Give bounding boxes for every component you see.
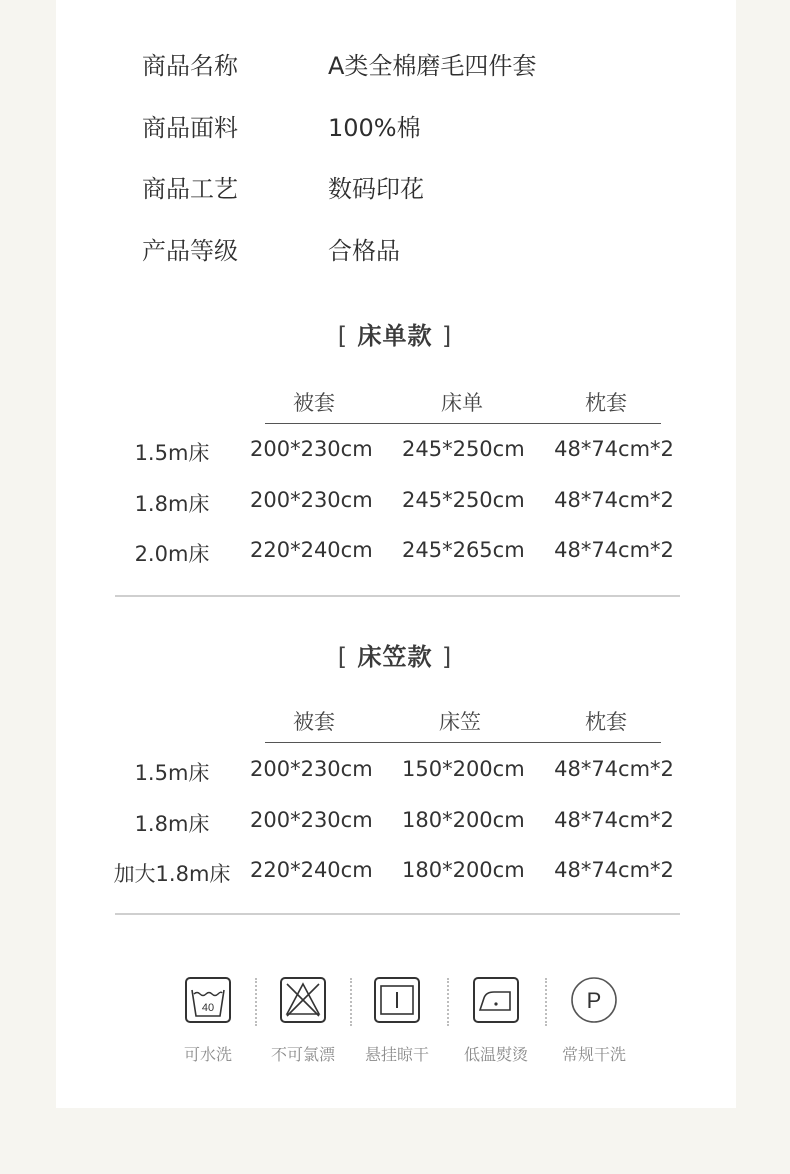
row-label: 加大1.8m床 [113, 862, 231, 886]
spec-key: 商品名称 [142, 52, 238, 80]
table-cell: 245*250cm [402, 488, 525, 512]
row-label: 1.5m床 [134, 441, 210, 465]
column-header: 枕套 [585, 391, 627, 415]
wash-40-icon [184, 976, 232, 1024]
fitted-section-title [0, 637, 790, 672]
table-cell: 200*230cm [250, 488, 373, 512]
care-label: 可水洗 [183, 1045, 232, 1064]
column-header: 被套 [293, 391, 335, 415]
table-cell: 48*74cm*2 [554, 808, 674, 832]
care-label: 低温熨烫 [463, 1045, 528, 1064]
wash-temp: 40 [201, 1002, 215, 1014]
care-item-low-iron [456, 976, 536, 1065]
spec-value: 合格品 [328, 237, 400, 265]
no-bleach-icon [279, 976, 327, 1024]
sheet-section-title [0, 316, 790, 351]
table-cell: 48*74cm*2 [554, 538, 674, 562]
care-label: 悬挂晾干 [364, 1045, 429, 1064]
dry-clean-p-icon [570, 976, 618, 1024]
column-header: 床笠 [439, 710, 481, 734]
care-item-wash [168, 976, 248, 1065]
bracket-close: ] [441, 643, 453, 671]
header-underline [265, 423, 661, 424]
spec-value: 100%棉 [328, 114, 421, 142]
section-divider [115, 913, 680, 915]
care-separator [447, 978, 449, 1026]
sheet-title-text: 床单款 [357, 322, 433, 350]
table-cell: 180*200cm [402, 858, 525, 882]
bracket-close: ] [441, 322, 453, 350]
bracket-open: [ [337, 322, 349, 350]
care-separator [350, 978, 352, 1026]
table-cell: 200*230cm [250, 808, 373, 832]
section-divider [115, 595, 680, 597]
care-item-dry-clean [554, 976, 634, 1065]
bracket-open: [ [337, 643, 349, 671]
table-cell: 245*265cm [402, 538, 525, 562]
table-cell: 48*74cm*2 [554, 858, 674, 882]
dry-clean-letter: P [586, 988, 602, 1013]
hang-dry-icon [373, 976, 421, 1024]
care-item-hang-dry [357, 976, 437, 1065]
care-separator [545, 978, 547, 1026]
table-cell: 150*200cm [402, 757, 525, 781]
table-cell: 220*240cm [250, 858, 373, 882]
row-label: 1.8m床 [134, 812, 210, 836]
row-label: 1.5m床 [134, 761, 210, 785]
table-cell: 48*74cm*2 [554, 757, 674, 781]
table-cell: 245*250cm [402, 437, 525, 461]
spec-value: A类全棉磨毛四件套 [328, 52, 537, 80]
care-label: 不可氯漂 [270, 1045, 335, 1064]
table-cell: 180*200cm [402, 808, 525, 832]
spec-value: 数码印花 [328, 175, 424, 203]
table-cell: 48*74cm*2 [554, 488, 674, 512]
spec-key: 商品面料 [142, 114, 238, 142]
table-cell: 200*230cm [250, 757, 373, 781]
low-iron-icon [472, 976, 520, 1024]
table-cell: 48*74cm*2 [554, 437, 674, 461]
fitted-title-text: 床笠款 [357, 643, 433, 671]
care-label: 常规干洗 [561, 1045, 626, 1064]
header-underline [265, 742, 661, 743]
care-item-no-bleach [263, 976, 343, 1065]
table-cell: 220*240cm [250, 538, 373, 562]
care-separator [255, 978, 257, 1026]
table-cell: 200*230cm [250, 437, 373, 461]
row-label: 1.8m床 [134, 492, 210, 516]
column-header: 床单 [441, 391, 483, 415]
spec-key: 商品工艺 [142, 175, 238, 203]
spec-key: 产品等级 [142, 237, 238, 265]
column-header: 被套 [293, 710, 335, 734]
row-label: 2.0m床 [134, 542, 210, 566]
column-header: 枕套 [585, 710, 627, 734]
